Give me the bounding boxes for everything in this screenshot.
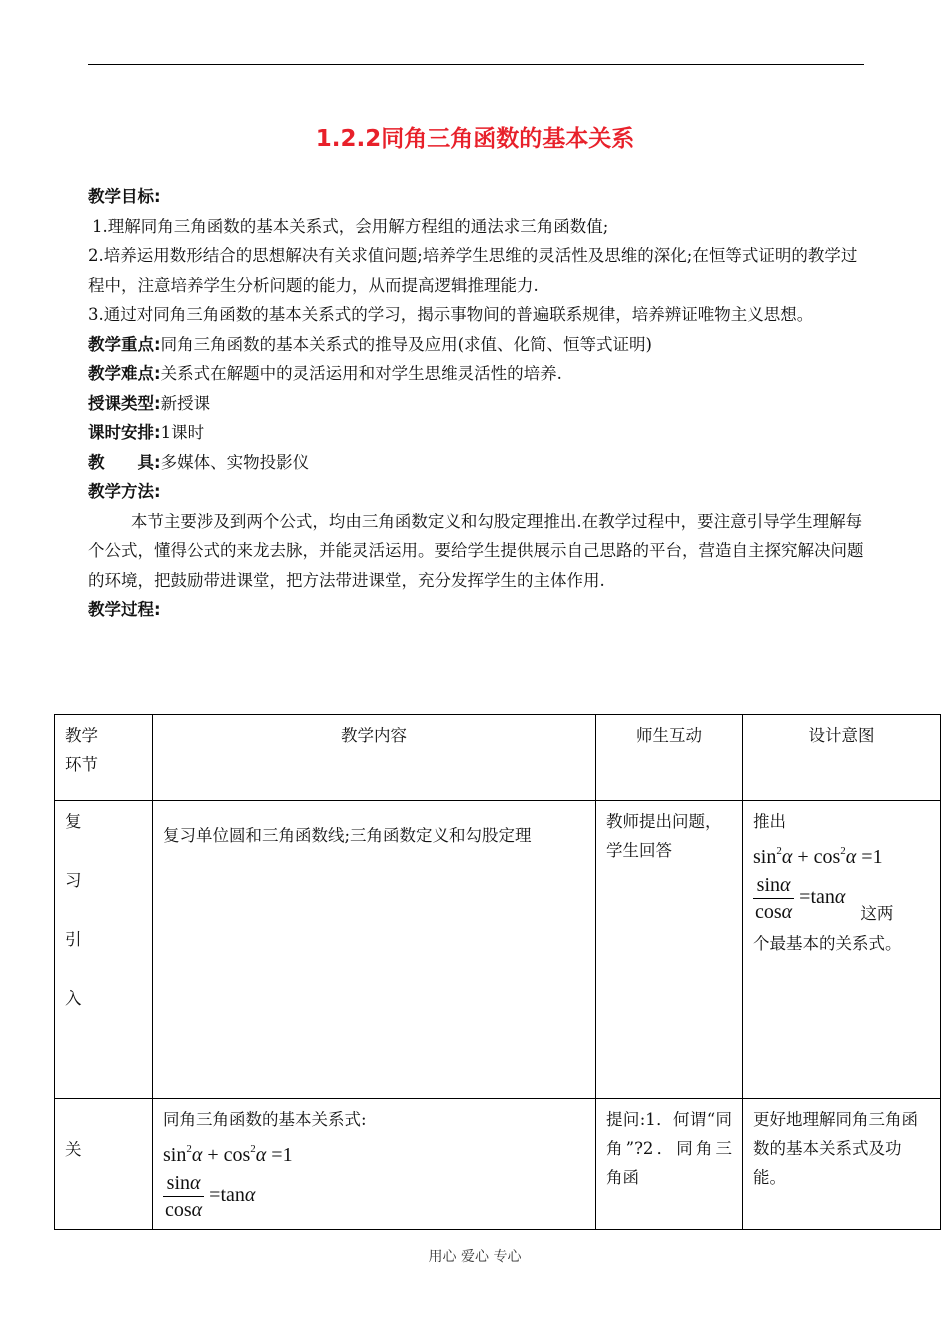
segment-relation-char: 关 (65, 1140, 82, 1159)
fraction-numerator (163, 1170, 204, 1197)
key-points (88, 330, 866, 360)
sin-fn: sin (163, 1144, 187, 1166)
sin-fn: sin (166, 1172, 190, 1194)
tan-fn: tan (220, 1184, 245, 1207)
identity-quotient (163, 1170, 585, 1223)
segment-char: 引 (65, 930, 82, 949)
lesson-type-text: 新授课 (160, 393, 211, 413)
content-relation-heading: 同角三角函数的基本关系式: (163, 1110, 367, 1129)
alpha-symbol: α (781, 901, 793, 923)
teaching-tools-text: 多媒体、实物投影仪 (160, 452, 310, 472)
header-segment: 教学环节 (55, 715, 153, 801)
method-text: 本节主要涉及到两个公式，均由三角函数定义和勾股定理推出.在教学过程中，要注意引导学生理解每个公式，懂得公式的来龙去脉，并能灵活运用。要给学生提供展示自己思路的平台，营造自主探究解决问题的环境，把鼓励带进课堂，把方法带进课堂，充分发挥学生的主体作用. (88, 511, 864, 590)
equals-one: =1 (271, 1144, 293, 1166)
lesson-type-label: 授课类型: (88, 393, 161, 413)
goal-1: 1.理解同角三角函数的基本关系式，会用解方程组的通法求三角函数值; (92, 216, 609, 236)
goal-2: 2.培养运用数形结合的思想解决有关求值问题;培养学生思维的灵活性及思维的深化;在恒等式证明的教学过程中，注意培养学生分析问题的能力，从而提高逻辑推理能力. (88, 246, 858, 295)
alpha-symbol: α (191, 1199, 203, 1221)
teaching-process-table (54, 714, 941, 1230)
alpha-symbol: α (781, 846, 793, 868)
segment-char: 复 (65, 812, 82, 831)
cos-fn: cos (813, 846, 841, 868)
sin-fn: sin (753, 846, 777, 868)
equals-sign: = (799, 886, 811, 909)
segment-char: 习 (65, 871, 82, 890)
table-header-row (55, 715, 941, 801)
class-hours-label: 课时安排: (88, 423, 161, 442)
teaching-tools (88, 448, 866, 478)
intent-suffix: 个最基本的关系式。 (753, 934, 902, 954)
cos-fn: cos (223, 1144, 251, 1166)
header-rule (88, 64, 864, 65)
header-interaction: 师生互动 (596, 715, 743, 801)
table-row-review (55, 801, 941, 1099)
key-points-text: 同角三角函数的基本关系式的推导及应用(求值、化简、恒等式证明) (160, 334, 652, 354)
document-body (88, 182, 866, 625)
fraction (163, 1170, 204, 1223)
class-hours (88, 418, 866, 448)
interaction-relation: 提问:1．何谓“同角”?2．同角三角函 (596, 1099, 743, 1230)
plus-sign: + (207, 1144, 219, 1166)
segment-relation (55, 1099, 153, 1230)
goals-heading: 教学目标: (88, 187, 161, 206)
header-intent: 设计意图 (743, 715, 941, 801)
intent-suffix-start: 这两 (860, 904, 894, 924)
intent-prefix: 推出 (753, 812, 786, 831)
segment-char: 入 (65, 989, 82, 1008)
cos-fn: cos (165, 1199, 192, 1221)
equals-sign: = (209, 1184, 221, 1207)
content-review (153, 801, 596, 1099)
lesson-type (88, 389, 866, 419)
exponent: 2 (250, 1143, 256, 1155)
fraction-numerator (753, 872, 794, 899)
content-relation (153, 1099, 596, 1230)
intent-review (743, 801, 941, 1099)
process-heading: 教学过程: (88, 600, 161, 619)
alpha-symbol: α (845, 846, 857, 868)
plus-sign: + (797, 846, 809, 868)
identity-pythagorean (163, 1134, 585, 1170)
interaction-review: 教师提出问题，学生回答 (596, 801, 743, 1099)
teaching-tools-label: 教 具: (88, 452, 161, 472)
class-hours-text: 1课时 (160, 423, 205, 442)
segment-review (55, 801, 153, 1099)
identity-quotient (753, 872, 930, 929)
difficulties-label: 教学难点: (88, 364, 161, 383)
alpha-symbol: α (780, 874, 791, 896)
alpha-symbol: α (190, 1172, 201, 1194)
tan-fn: tan (810, 886, 835, 909)
sin-fn: sin (756, 874, 780, 896)
goal-3: 3.通过对同角三角函数的基本关系式的学习，揭示事物间的普遍联系规律，培养辨证唯物主义思想。 (88, 305, 814, 324)
difficulties-text: 关系式在解题中的灵活运用和对学生思维灵活性的培养. (160, 364, 562, 383)
difficulties (88, 359, 866, 389)
fraction-denominator (163, 1197, 204, 1223)
cos-fn: cos (755, 901, 782, 923)
alpha-symbol: α (191, 1144, 203, 1166)
method-heading: 教学方法: (88, 482, 161, 501)
content-review-text: 复习单位圆和三角函数线;三角函数定义和勾股定理 (163, 826, 532, 845)
fraction (753, 872, 794, 925)
intent-relation: 更好地理解同角三角函数的基本关系式及功能。 (743, 1099, 941, 1230)
page-title: 1.2.2同角三角函数的基本关系 (315, 126, 635, 152)
alpha-symbol: α (834, 886, 846, 909)
page-footer: 用心 爱心 专心 (428, 1249, 522, 1265)
key-points-label: 教学重点: (88, 334, 161, 354)
fraction-denominator (753, 899, 794, 925)
identity-pythagorean (753, 836, 930, 872)
exponent: 2 (186, 1143, 192, 1155)
alpha-symbol: α (255, 1144, 267, 1166)
header-content: 教学内容 (153, 715, 596, 801)
equals-one: =1 (861, 846, 883, 868)
table-row-relation (55, 1099, 941, 1230)
exponent: 2 (776, 845, 782, 857)
alpha-symbol: α (244, 1184, 256, 1207)
exponent: 2 (840, 845, 846, 857)
